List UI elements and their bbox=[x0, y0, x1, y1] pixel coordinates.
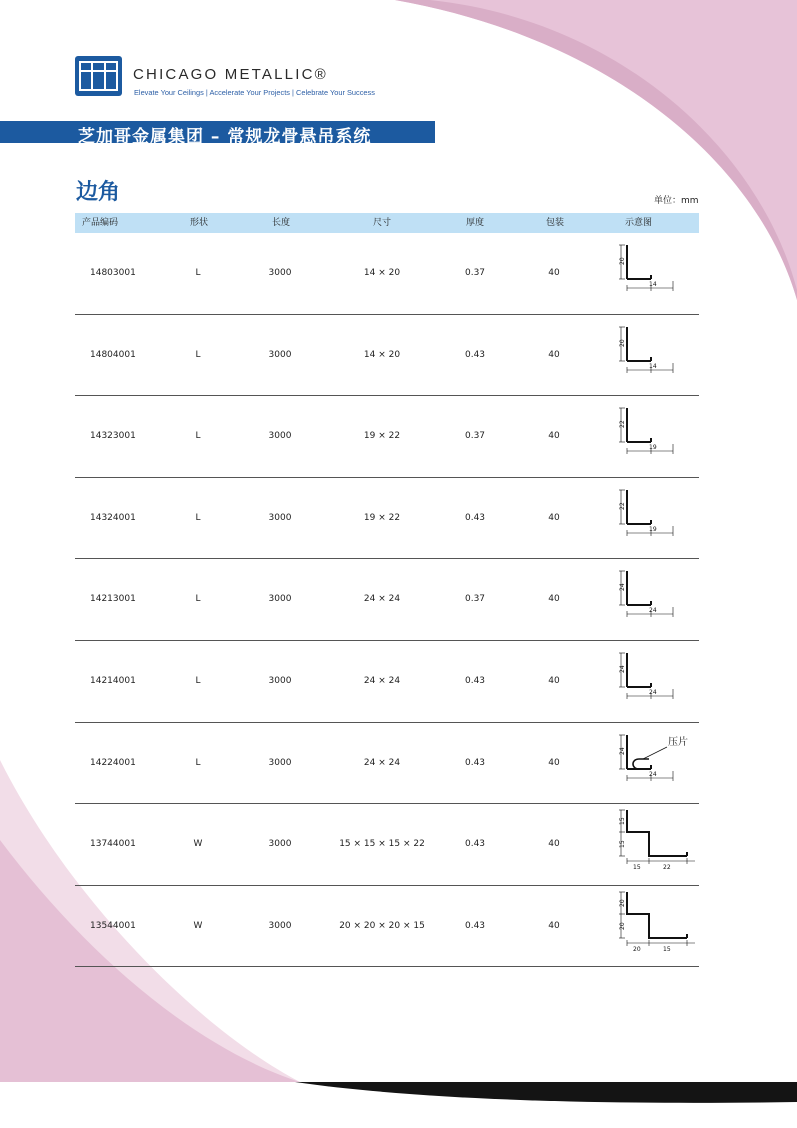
cell-length: 3000 bbox=[268, 512, 292, 523]
chicago-metallic-logo-icon bbox=[75, 56, 122, 96]
cell-pack: 40 bbox=[548, 512, 560, 523]
diagram-dim-horizontal: 19 bbox=[649, 444, 657, 452]
cell-shape: W bbox=[193, 920, 203, 931]
table-row bbox=[75, 804, 699, 886]
diagram-dim-horizontal: 14 bbox=[649, 281, 657, 288]
table-row bbox=[75, 723, 699, 805]
diagram-dim-h1: 20 bbox=[633, 945, 641, 953]
cell-product-code: 14214001 bbox=[90, 675, 136, 686]
cell-pack: 40 bbox=[548, 757, 560, 768]
profile-diagram bbox=[615, 643, 699, 721]
cell-shape: W bbox=[193, 839, 203, 850]
product-table bbox=[75, 213, 699, 967]
profile-diagram bbox=[615, 235, 699, 313]
cell-thickness: 0.43 bbox=[464, 757, 486, 768]
brand-tagline: Elevate Your Ceilings | Accelerate Your Projects | Celebrate Your Success bbox=[134, 88, 375, 97]
cell-size: 19 × 22 bbox=[363, 512, 401, 523]
cell-shape: L bbox=[195, 594, 201, 605]
cell-thickness: 0.43 bbox=[464, 349, 486, 360]
table-row bbox=[75, 396, 699, 478]
table-row bbox=[75, 886, 699, 968]
cell-product-code: 13544001 bbox=[90, 920, 136, 931]
profile-diagram bbox=[615, 398, 699, 476]
diagram-dim-v1: 20 bbox=[619, 899, 626, 907]
cell-pack: 40 bbox=[548, 268, 560, 278]
cell-pack: 40 bbox=[548, 839, 560, 850]
table-row bbox=[75, 233, 699, 315]
table-row bbox=[75, 641, 699, 723]
cell-thickness: 0.43 bbox=[464, 839, 486, 850]
cell-product-code: 13744001 bbox=[90, 839, 136, 850]
cell-length: 3000 bbox=[268, 839, 292, 850]
diagram-callout: 压片 bbox=[668, 736, 688, 748]
diagram-dim-horizontal: 24 bbox=[649, 770, 657, 778]
cell-product-code: 14323001 bbox=[90, 431, 136, 442]
cell-size: 24 × 24 bbox=[363, 675, 401, 686]
profile-diagram bbox=[615, 317, 699, 395]
diagram-dim-v2: 15 bbox=[619, 840, 626, 849]
diagram-dim-vertical: 24 bbox=[619, 583, 626, 592]
diagram-dim-vertical: 24 bbox=[619, 665, 626, 673]
profile-diagram bbox=[615, 725, 699, 803]
table-row bbox=[75, 315, 699, 397]
title-bar bbox=[0, 121, 435, 147]
cell-shape: L bbox=[195, 268, 201, 278]
col-header-pack: 包装 bbox=[546, 218, 565, 228]
cell-length: 3000 bbox=[268, 268, 292, 278]
cell-shape: L bbox=[195, 757, 201, 768]
diagram-dim-vertical: 24 bbox=[619, 746, 626, 755]
cell-shape: L bbox=[195, 349, 201, 360]
cell-thickness: 0.37 bbox=[464, 594, 486, 605]
diagram-dim-h2: 22 bbox=[663, 864, 671, 872]
profile-diagram bbox=[615, 480, 699, 558]
cell-length: 3000 bbox=[268, 431, 292, 442]
cell-pack: 40 bbox=[548, 349, 560, 360]
cell-size: 15 × 15 × 15 × 22 bbox=[339, 839, 425, 850]
col-header-shape: 形状 bbox=[190, 218, 209, 228]
cell-thickness: 0.43 bbox=[464, 512, 486, 523]
cell-size: 19 × 22 bbox=[363, 431, 401, 442]
diagram-dim-h1: 15 bbox=[633, 864, 641, 872]
cell-pack: 40 bbox=[548, 594, 560, 605]
cell-shape: L bbox=[195, 675, 201, 686]
cell-length: 3000 bbox=[268, 349, 292, 360]
cell-thickness: 0.43 bbox=[464, 920, 486, 931]
page-title: 芝加哥金属集团 – 常规龙骨悬吊系统 bbox=[78, 127, 372, 147]
diagram-dim-vertical: 22 bbox=[619, 502, 626, 510]
cell-shape: L bbox=[195, 512, 201, 523]
cell-pack: 40 bbox=[548, 920, 560, 931]
cell-thickness: 0.37 bbox=[464, 431, 486, 442]
cell-product-code: 14224001 bbox=[90, 757, 136, 768]
diagram-dim-v1: 15 bbox=[619, 817, 626, 826]
cell-size: 24 × 24 bbox=[363, 757, 401, 768]
cell-product-code: 14804001 bbox=[90, 349, 136, 360]
diagram-dim-vertical: 20 bbox=[619, 257, 626, 265]
cell-product-code: 14213001 bbox=[90, 594, 136, 605]
unit-label: 单位：mm bbox=[654, 196, 699, 206]
cell-length: 3000 bbox=[268, 594, 292, 605]
profile-diagram bbox=[615, 561, 699, 639]
diagram-dim-v2: 20 bbox=[619, 922, 626, 930]
cell-length: 3000 bbox=[268, 675, 292, 686]
table-header bbox=[75, 213, 699, 233]
diagram-dim-h2: 15 bbox=[663, 945, 671, 953]
table-row bbox=[75, 559, 699, 641]
cell-size: 14 × 20 bbox=[363, 268, 401, 278]
cell-shape: L bbox=[195, 431, 201, 442]
cell-length: 3000 bbox=[268, 757, 292, 768]
brand-name: CHICAGO METALLIC® bbox=[133, 66, 328, 83]
cell-length: 3000 bbox=[268, 920, 292, 931]
table-row bbox=[75, 478, 699, 560]
diagram-dim-horizontal: 24 bbox=[649, 688, 657, 696]
section-heading: 边角 bbox=[76, 180, 121, 205]
cell-pack: 40 bbox=[548, 431, 560, 442]
diagram-dim-horizontal: 14 bbox=[649, 362, 657, 370]
col-header-length: 长度 bbox=[272, 218, 291, 228]
col-header-diagram: 示意图 bbox=[625, 218, 653, 228]
cell-size: 20 × 20 × 20 × 15 bbox=[339, 920, 425, 931]
cell-size: 24 × 24 bbox=[363, 594, 401, 605]
cell-thickness: 0.37 bbox=[464, 268, 486, 278]
profile-diagram bbox=[615, 806, 699, 884]
col-header-code: 产品编码 bbox=[82, 218, 119, 228]
col-header-thickness: 厚度 bbox=[466, 218, 485, 228]
cell-product-code: 14324001 bbox=[90, 512, 136, 523]
profile-diagram bbox=[615, 888, 699, 966]
diagram-dim-vertical: 20 bbox=[619, 338, 626, 347]
cell-product-code: 14803001 bbox=[90, 268, 136, 278]
cell-thickness: 0.43 bbox=[464, 675, 486, 686]
cell-pack: 40 bbox=[548, 675, 560, 686]
diagram-dim-horizontal: 24 bbox=[649, 607, 657, 615]
diagram-dim-horizontal: 19 bbox=[649, 525, 657, 533]
col-header-size: 尺寸 bbox=[373, 218, 392, 228]
diagram-dim-vertical: 22 bbox=[619, 420, 626, 429]
table-body bbox=[75, 233, 699, 967]
cell-size: 14 × 20 bbox=[363, 349, 401, 360]
